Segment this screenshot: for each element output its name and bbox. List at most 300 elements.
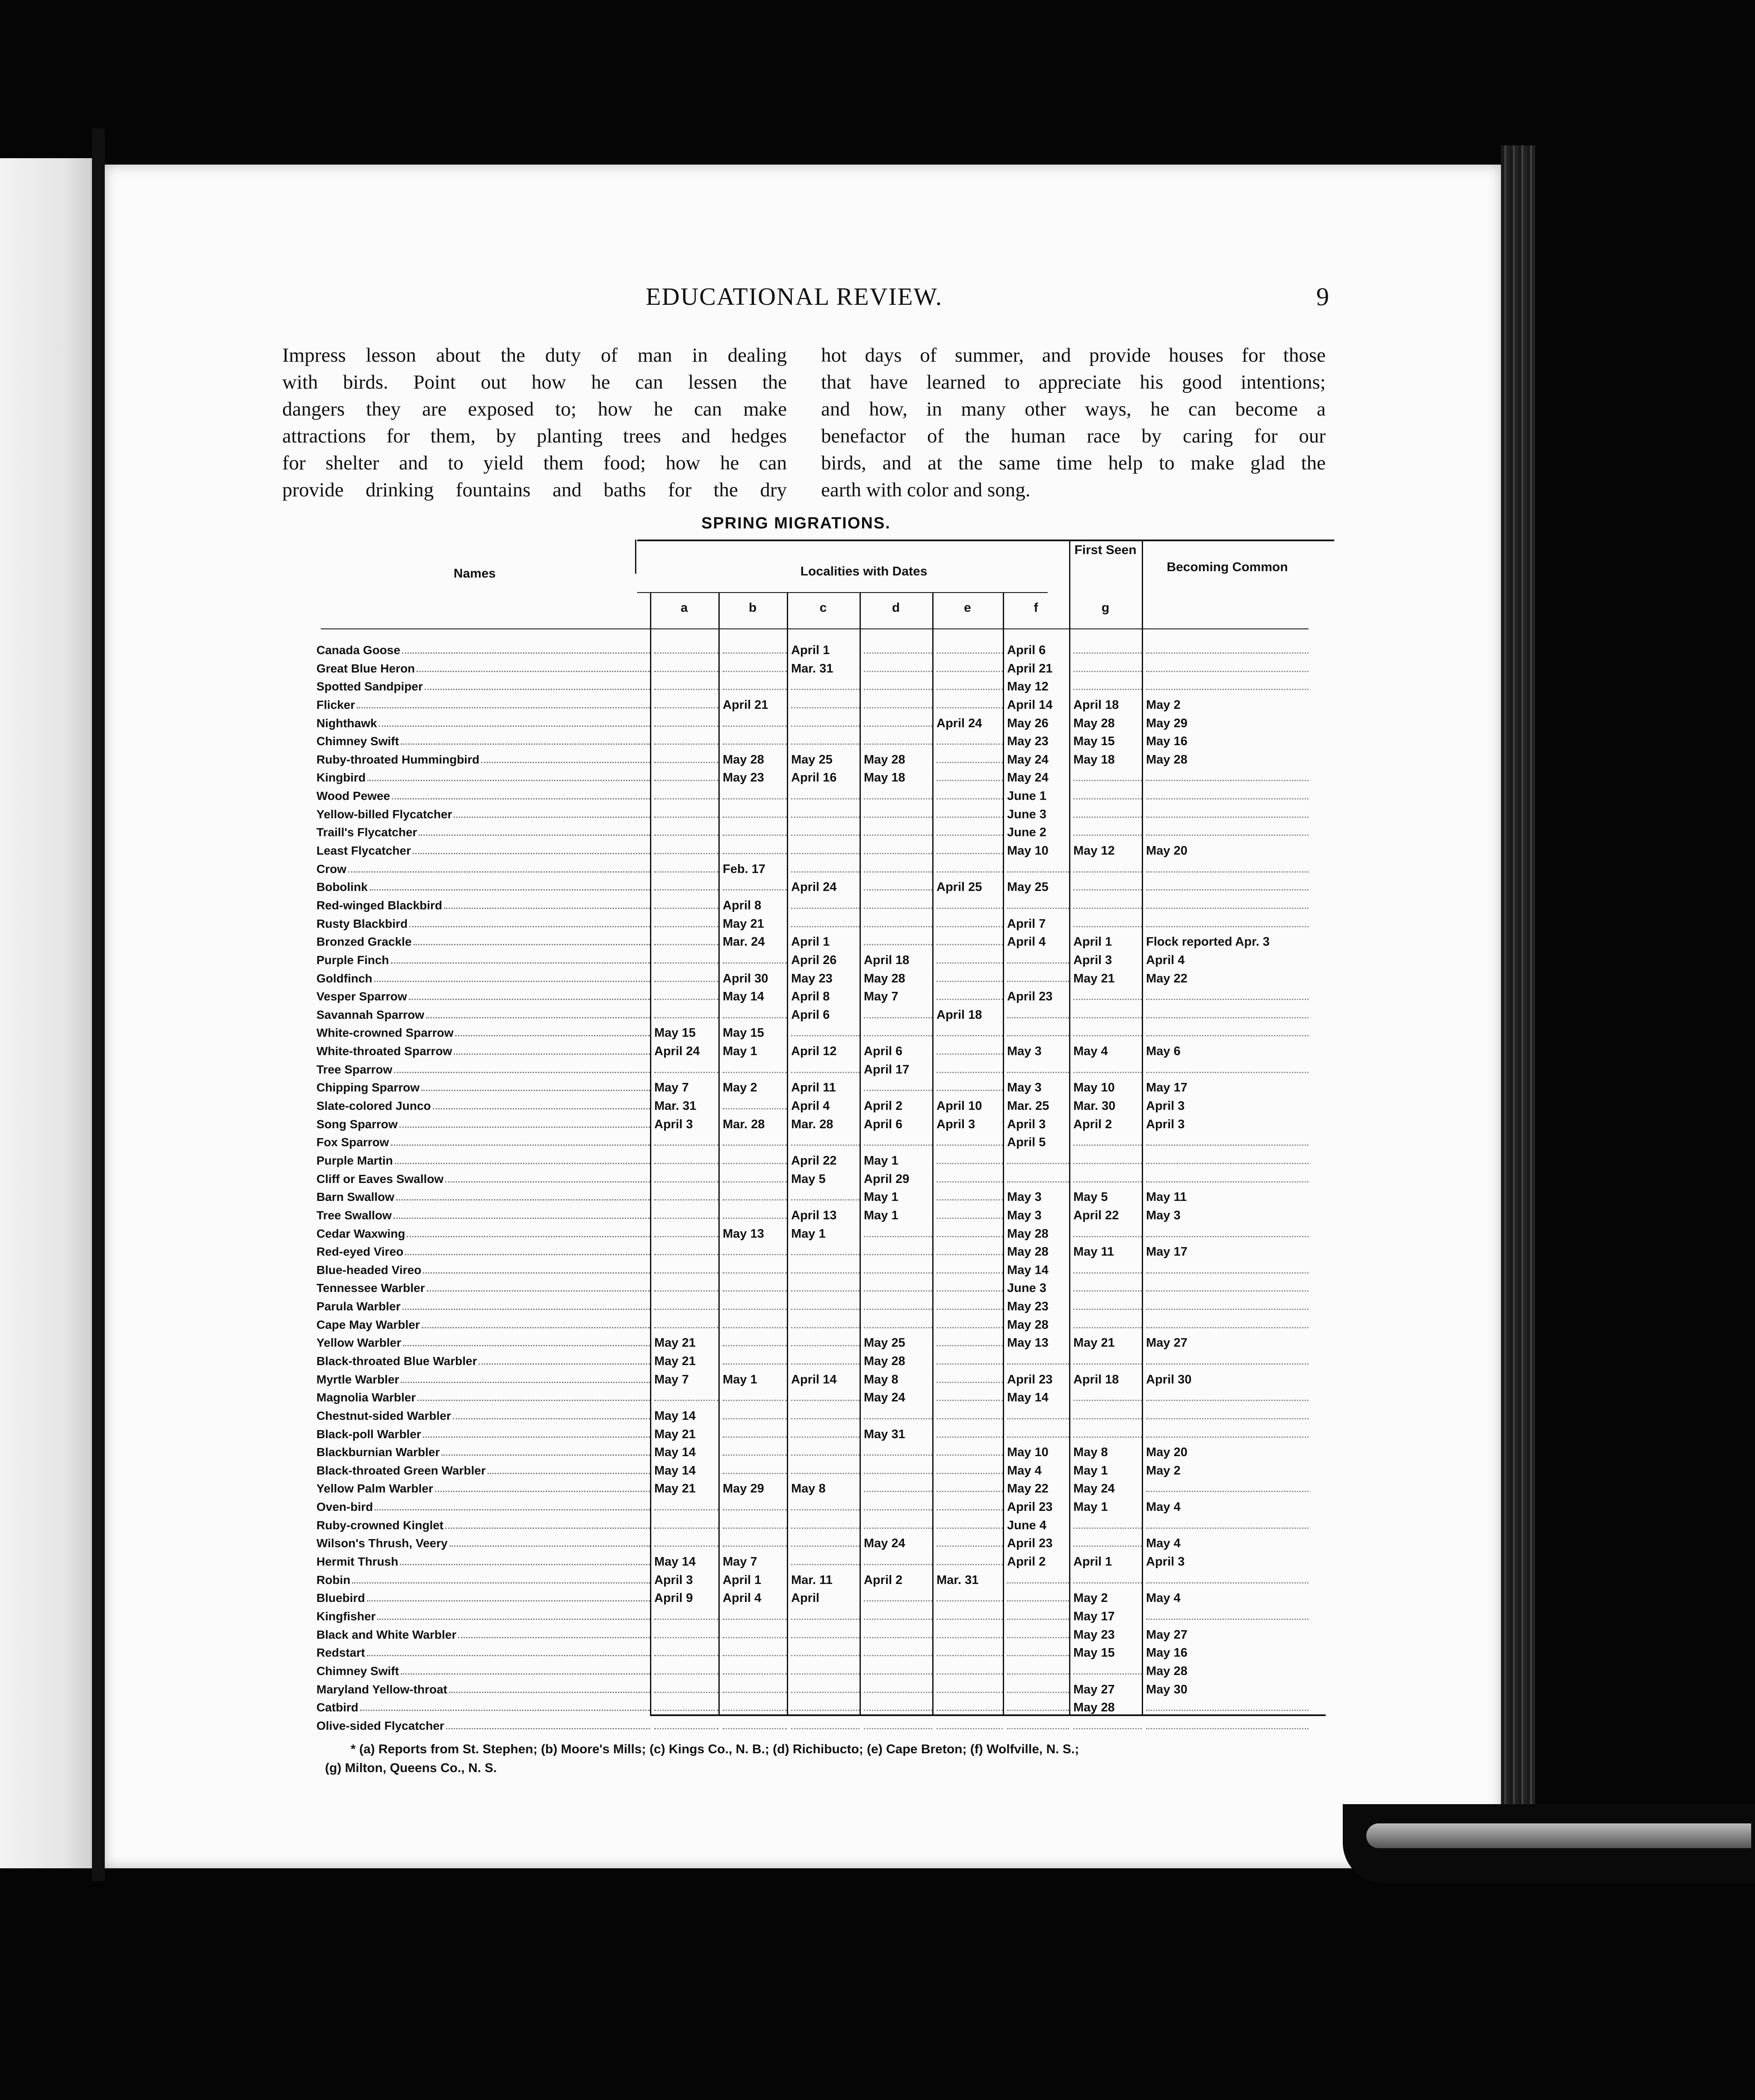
date-cell: May 31	[864, 1427, 905, 1441]
date-cell	[718, 678, 791, 696]
date-cell: May 17	[1073, 1609, 1115, 1623]
date-cell	[650, 751, 723, 769]
date-cell	[650, 933, 723, 951]
date-cell	[787, 1334, 864, 1352]
date-cell	[1003, 1571, 1073, 1590]
table-row	[650, 1170, 1309, 1189]
table-row	[650, 1717, 1309, 1735]
bird-name: Blue-headed Vireo	[316, 1263, 422, 1277]
date-cell: May 24	[1073, 1482, 1115, 1496]
date-cell	[650, 787, 723, 805]
date-cell: April 21	[723, 698, 768, 712]
date-cell	[932, 1243, 1007, 1261]
date-cell: April 14	[1007, 698, 1053, 712]
bird-name-row	[316, 1115, 650, 1134]
date-cell	[718, 1644, 791, 1662]
date-cell	[1003, 1407, 1073, 1425]
date-cell	[932, 1498, 1007, 1516]
date-cell	[932, 1589, 1007, 1607]
date-cell	[650, 660, 723, 678]
bird-name-row	[316, 1352, 650, 1371]
table-row	[650, 1316, 1309, 1334]
date-cell	[718, 1006, 791, 1024]
date-cell: May 16	[1146, 1646, 1188, 1660]
date-cell	[932, 1607, 1007, 1626]
table-row	[650, 1225, 1309, 1243]
date-cell	[932, 1371, 1007, 1389]
date-cell: May 25	[1007, 880, 1049, 894]
date-cell	[787, 1061, 864, 1079]
date-cell	[718, 1152, 791, 1170]
bird-name-row	[316, 933, 650, 951]
date-cell: April 7	[1007, 917, 1046, 931]
date-cell: April 13	[791, 1208, 837, 1222]
date-cell	[718, 951, 791, 970]
bird-name: Tree Sparrow	[316, 1062, 393, 1076]
date-cell: May 3	[1007, 1081, 1042, 1095]
table-row	[650, 860, 1309, 879]
date-cell: April 23	[1007, 990, 1053, 1004]
bird-name-row	[316, 1298, 650, 1316]
date-cell	[1142, 1152, 1313, 1170]
date-cell: April 3	[1146, 1099, 1185, 1113]
bird-name: Spotted Sandpiper	[316, 680, 423, 693]
date-cell	[718, 1316, 791, 1334]
date-cell: May 4	[1073, 1044, 1108, 1059]
date-cell	[718, 1443, 791, 1462]
date-cell	[932, 1061, 1007, 1079]
table-row	[650, 1407, 1309, 1425]
bird-name: Magnolia Warbler	[316, 1391, 416, 1404]
date-cell: May 21	[654, 1427, 696, 1441]
date-cell	[787, 678, 864, 696]
leader-dots	[401, 1662, 650, 1675]
leader-dots	[393, 1206, 650, 1219]
date-cell	[718, 1261, 791, 1280]
date-cell	[787, 842, 864, 860]
date-cell: April 24	[654, 1044, 700, 1059]
date-cell	[1003, 1607, 1073, 1626]
date-cell	[932, 1389, 1007, 1407]
bird-name: White-crowned Sparrow	[316, 1026, 454, 1040]
date-cell: May 14	[654, 1555, 696, 1569]
table-row	[650, 1006, 1309, 1024]
left-page-edge	[0, 158, 95, 1868]
date-cell: May 28	[723, 752, 764, 767]
table-row	[650, 751, 1309, 769]
date-cell: May 4	[1146, 1500, 1181, 1514]
date-cell	[1142, 1607, 1313, 1626]
date-cell	[932, 1681, 1007, 1699]
bird-name: Blackburnian Warbler	[316, 1445, 440, 1459]
date-cell: April 18	[937, 1008, 982, 1022]
date-cell: Mar. 25	[1007, 1099, 1049, 1113]
bird-name-row	[316, 1316, 650, 1334]
date-cell	[1003, 1006, 1073, 1024]
bird-name: Ruby-throated Hummingbird	[316, 752, 480, 766]
bird-name: Fox Sparrow	[316, 1136, 389, 1149]
date-cell: May 1	[723, 1044, 757, 1059]
bird-name: Tennessee Warbler	[316, 1281, 425, 1295]
date-cell	[787, 1699, 864, 1717]
bird-name: Kingbird	[316, 771, 366, 785]
bird-name: Nighthawk	[316, 716, 377, 730]
bird-name-row	[316, 970, 650, 988]
date-cell	[787, 714, 864, 733]
date-cell	[1003, 1699, 1073, 1717]
table-row	[650, 1389, 1309, 1407]
date-cell	[1069, 678, 1146, 696]
date-cell: May 3	[1007, 1044, 1042, 1059]
table-row	[650, 1371, 1309, 1389]
date-cell	[787, 1626, 864, 1644]
date-cell: April 5	[1007, 1136, 1046, 1150]
date-cell	[1003, 897, 1073, 915]
date-cell: April 6	[864, 1117, 903, 1131]
bird-name-row	[316, 1079, 650, 1097]
date-cell: April 3	[1146, 1555, 1185, 1569]
date-cell	[718, 1334, 791, 1352]
date-cell	[718, 1206, 791, 1225]
date-cell	[787, 1243, 864, 1261]
bird-name: Oven-bird	[316, 1500, 373, 1514]
date-cell: April 30	[723, 971, 768, 985]
table-row	[650, 641, 1309, 660]
date-cell	[932, 787, 1007, 805]
date-cell	[1142, 878, 1313, 897]
date-cell: May 2	[1146, 1463, 1181, 1478]
date-cell: April 1	[723, 1573, 762, 1587]
table-row	[650, 1261, 1309, 1280]
date-cell: April 22	[791, 1153, 837, 1168]
bird-name-row	[316, 714, 650, 733]
date-cell	[718, 1534, 791, 1553]
date-cell: May 5	[791, 1172, 826, 1186]
bird-name-row	[316, 805, 650, 824]
journal-title: EDUCATIONAL REVIEW.	[646, 283, 943, 310]
leader-dots	[444, 897, 650, 909]
date-cell	[1069, 805, 1146, 824]
date-cell	[718, 1662, 791, 1681]
date-cell: April 4	[723, 1591, 762, 1605]
date-cell	[860, 1644, 937, 1662]
date-cell: May 7	[654, 1372, 689, 1386]
date-cell	[1003, 860, 1073, 879]
table-row	[650, 678, 1309, 696]
bird-name: Maryland Yellow-throat	[316, 1682, 447, 1696]
date-cell	[860, 714, 937, 733]
date-cell	[650, 1279, 723, 1298]
date-cell	[718, 660, 791, 678]
date-cell	[787, 1188, 864, 1206]
date-cell: May 10	[1073, 1081, 1115, 1095]
date-cell: May 12	[1007, 680, 1049, 694]
date-cell	[932, 696, 1007, 714]
date-cell	[932, 1152, 1007, 1170]
date-cell	[932, 678, 1007, 696]
bird-name: Black-throated Blue Warbler	[316, 1354, 477, 1368]
date-cell	[650, 988, 723, 1006]
bird-name-row	[316, 1534, 650, 1553]
date-cell	[860, 1498, 937, 1516]
table-top-rule	[637, 540, 1334, 541]
date-cell: May 11	[1073, 1245, 1114, 1259]
bird-name-row	[316, 641, 650, 660]
leader-dots	[377, 1607, 650, 1620]
bird-name: Cliff or Eaves Swallow	[316, 1172, 444, 1186]
table-row	[650, 897, 1309, 915]
leader-dots	[391, 1133, 650, 1146]
date-cell: May 27	[1073, 1682, 1115, 1696]
date-cell: May 1	[864, 1208, 898, 1222]
table-row	[650, 1334, 1309, 1352]
date-cell: April 18	[1073, 698, 1119, 712]
date-cell	[860, 915, 937, 933]
date-cell: Mar. 28	[723, 1117, 765, 1131]
date-cell	[932, 641, 1007, 660]
date-cell	[932, 1480, 1007, 1498]
bird-name-row	[316, 1443, 650, 1462]
date-cell	[718, 1699, 791, 1717]
leader-dots	[419, 823, 650, 836]
date-cell	[1142, 641, 1313, 660]
leader-dots	[427, 1279, 650, 1292]
date-cell: May 6	[1146, 1044, 1181, 1059]
table-row	[650, 805, 1309, 824]
date-cell	[650, 641, 723, 660]
bird-name-row	[316, 787, 650, 805]
date-cell: May 7	[723, 1555, 757, 1569]
footnote-line: * (a) Reports from St. Stephen; (b) Moore's Mills; (c) Kings Co., N. B.; (d) Richibucto; (e) Cape Breton; (f) Wolfville, N. S.;	[351, 1742, 1079, 1756]
date-cell: April 3	[654, 1573, 693, 1587]
date-cell: May 29	[1146, 716, 1188, 730]
date-cell	[932, 660, 1007, 678]
date-cell: May 28	[864, 1354, 905, 1368]
date-cell	[932, 1717, 1007, 1735]
date-cell	[1003, 1152, 1073, 1170]
date-cell	[1069, 769, 1146, 787]
date-cell	[1003, 1024, 1073, 1042]
date-cell	[718, 1425, 791, 1444]
date-cell: May 24	[1007, 752, 1049, 767]
date-cell	[860, 1699, 937, 1717]
date-cell	[860, 1079, 937, 1097]
date-cell: May 29	[723, 1482, 764, 1496]
table-row	[650, 1133, 1309, 1152]
bird-name-row	[316, 769, 650, 787]
date-cell: May 22	[1146, 971, 1188, 985]
date-cell: May 28	[1146, 1664, 1188, 1678]
date-cell	[932, 951, 1007, 970]
date-cell	[932, 1662, 1007, 1681]
date-cell	[1069, 1352, 1146, 1371]
date-cell	[650, 1152, 723, 1170]
bird-name-row	[316, 1389, 650, 1407]
date-cell: April 24	[937, 716, 982, 730]
leader-dots	[379, 714, 650, 727]
column-label-c: c	[819, 601, 827, 615]
date-cell	[932, 823, 1007, 842]
intro-line: hot days of summer, and provide houses for those	[821, 344, 1326, 366]
date-cell	[718, 1681, 791, 1699]
date-cell	[1069, 787, 1146, 805]
leader-dots	[414, 933, 650, 945]
column-label-b: b	[748, 601, 757, 615]
intro-line: and how, in many other ways, he can become a	[821, 398, 1326, 420]
date-cell	[860, 1006, 937, 1024]
date-cell	[1069, 660, 1146, 678]
leader-dots	[401, 732, 650, 745]
table-row	[650, 1498, 1309, 1516]
date-cell	[787, 1462, 864, 1480]
intro-line: provide drinking fountains and baths for the dry	[282, 479, 787, 501]
date-cell	[1069, 1152, 1146, 1170]
date-cell	[860, 1717, 937, 1735]
date-cell	[787, 1717, 864, 1735]
table-row	[650, 1097, 1309, 1115]
table-row	[650, 714, 1309, 733]
leader-dots	[454, 805, 650, 818]
column-label-e: e	[964, 601, 971, 615]
date-cell: April 29	[864, 1172, 910, 1186]
date-cell	[787, 1607, 864, 1626]
date-cell	[787, 823, 864, 842]
date-cell: May 30	[1146, 1682, 1188, 1696]
date-cell: May 8	[864, 1372, 898, 1386]
date-cell: Mar. 24	[723, 935, 765, 949]
table-row	[650, 769, 1309, 787]
table-row	[650, 660, 1309, 678]
date-cell	[1069, 1298, 1146, 1316]
bird-name-row	[316, 1553, 650, 1571]
column-label-d: d	[892, 601, 900, 615]
table-row	[650, 933, 1309, 951]
bird-name: Vesper Sparrow	[316, 990, 407, 1003]
bird-name-row	[316, 1279, 650, 1298]
date-cell: April 17	[864, 1062, 910, 1077]
date-cell	[650, 1243, 723, 1261]
date-cell	[932, 1443, 1007, 1462]
leader-dots	[396, 1188, 650, 1200]
date-cell	[1142, 915, 1313, 933]
date-cell	[650, 1006, 723, 1024]
leader-dots	[374, 970, 650, 982]
date-cell: April 30	[1146, 1372, 1192, 1386]
footnote	[325, 1740, 1338, 1778]
date-cell	[932, 1225, 1007, 1243]
column-label-g: g	[1101, 601, 1110, 615]
date-cell	[1069, 1316, 1146, 1334]
date-cell	[1142, 1316, 1313, 1334]
names-column-divider	[635, 540, 636, 574]
date-cell: April 23	[1007, 1500, 1053, 1514]
date-cell: May 1	[723, 1372, 757, 1386]
bird-name: Olive-sided Flycatcher	[316, 1719, 444, 1732]
date-cell: May 24	[864, 1391, 905, 1405]
date-cell	[860, 1298, 937, 1316]
bird-name-row	[316, 732, 650, 751]
date-cell	[932, 1553, 1007, 1571]
date-cell	[860, 933, 937, 951]
bird-name-row	[316, 1006, 650, 1024]
leader-dots	[453, 1407, 650, 1419]
bird-name-row	[316, 1589, 650, 1607]
bird-name-row	[316, 1170, 650, 1189]
date-cell: May 10	[1007, 844, 1049, 858]
table-row	[650, 951, 1309, 970]
date-cell	[718, 1626, 791, 1644]
date-cell	[860, 1261, 937, 1280]
date-cell: June 3	[1007, 807, 1046, 821]
date-cell	[860, 1279, 937, 1298]
date-cell	[1069, 860, 1146, 879]
date-cell	[718, 732, 791, 751]
leader-dots	[488, 1462, 650, 1474]
date-cell	[860, 1607, 937, 1626]
date-cell: May 7	[864, 990, 898, 1004]
date-cell: May 14	[1007, 1263, 1049, 1277]
date-cell	[718, 1407, 791, 1425]
table-row	[650, 1553, 1309, 1571]
bird-name-row	[316, 696, 650, 714]
table-row	[650, 1699, 1309, 1717]
bird-name-row	[316, 1681, 650, 1699]
date-cell	[1142, 769, 1313, 787]
date-cell: April 3	[1007, 1117, 1046, 1131]
leader-dots	[421, 1079, 650, 1091]
intro-right-column	[821, 342, 1326, 504]
date-cell	[1142, 1061, 1313, 1079]
date-cell	[1069, 1024, 1146, 1042]
date-cell	[718, 1243, 791, 1261]
date-cell	[718, 1717, 791, 1735]
date-cell	[860, 878, 937, 897]
bird-name: Cedar Waxwing	[316, 1227, 405, 1240]
date-cell: May 28	[864, 971, 905, 985]
date-cell: May 4	[1146, 1537, 1181, 1551]
date-cell	[1069, 1389, 1146, 1407]
leader-dots	[369, 878, 650, 891]
date-cell	[932, 1462, 1007, 1480]
table-row	[650, 696, 1309, 714]
date-cell	[787, 1352, 864, 1371]
leader-dots	[360, 1699, 650, 1711]
leader-dots	[479, 1352, 650, 1365]
date-cell	[860, 1243, 937, 1261]
date-cell	[860, 823, 937, 842]
date-cell: May 13	[723, 1227, 764, 1241]
date-cell	[650, 1717, 723, 1735]
date-cell: April 6	[1007, 643, 1046, 657]
bird-name-row	[316, 1480, 650, 1498]
bird-name-row	[316, 1024, 650, 1042]
date-cell: May 23	[791, 971, 833, 985]
date-cell	[1003, 1061, 1073, 1079]
bird-name-row	[316, 1699, 650, 1717]
date-cell	[1142, 1389, 1313, 1407]
date-cell: April 1	[791, 935, 830, 949]
date-cell	[932, 860, 1007, 879]
date-cell: April 2	[1007, 1555, 1046, 1569]
date-cell: April 6	[791, 1008, 830, 1022]
date-cell	[650, 897, 723, 915]
date-cell	[1142, 678, 1313, 696]
bird-name: Robin	[316, 1573, 351, 1587]
bird-name-row	[316, 1097, 650, 1115]
date-cell: Flock reported Apr. 3	[1146, 935, 1270, 949]
date-cell: April 1	[1073, 1555, 1112, 1569]
becoming-common-header: Becoming Common	[1167, 560, 1288, 574]
